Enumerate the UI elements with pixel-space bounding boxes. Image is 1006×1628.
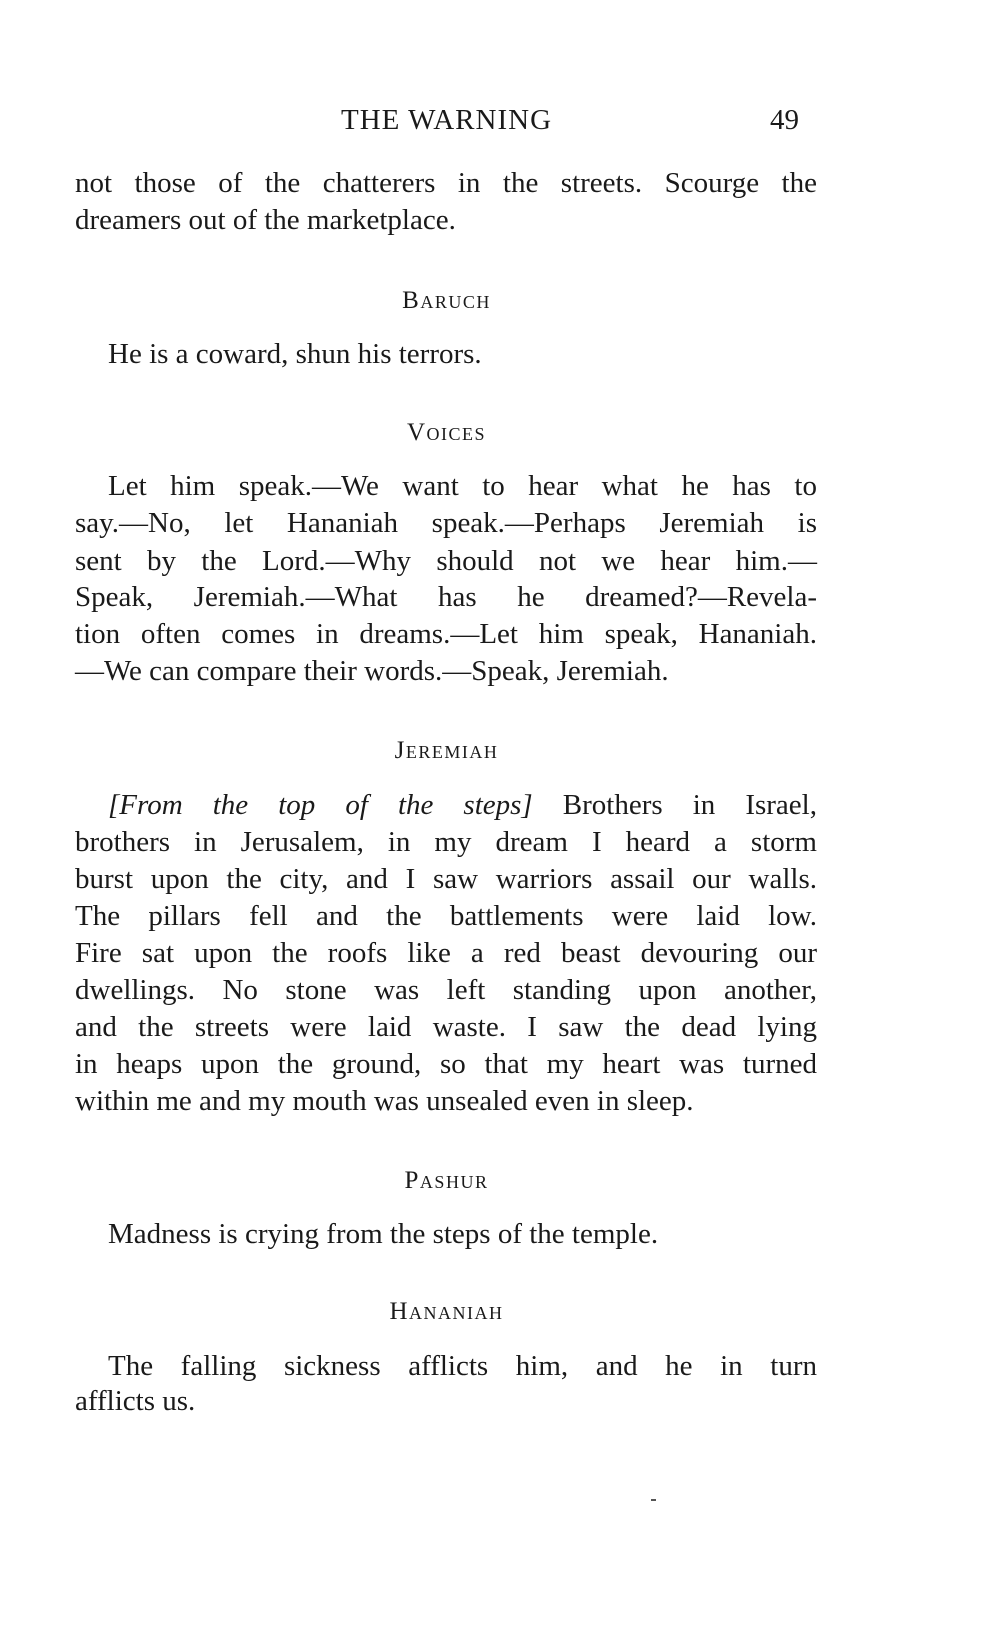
text-line: burst upon the city, and I saw warriors assail our walls. [75, 863, 817, 895]
text-line: dreamers out of the marketplace. [75, 204, 456, 236]
speaker-voices: Voices [406, 419, 487, 446]
speaker-pashur: Pashur [404, 1167, 489, 1194]
text-line: Fire sat upon the roofs like a red beast devouring our [75, 937, 817, 969]
running-header: THE WARNING [340, 104, 553, 136]
page-number: 49 [770, 104, 799, 136]
text-line: The falling sickness afflicts him, and he in turn [108, 1350, 817, 1382]
text-line: within me and my mouth was unsealed even in sleep. [75, 1085, 694, 1117]
text-line [108, 787, 817, 823]
text-line: not those of the chatterers in the streets. Scourge the [75, 167, 817, 199]
text-line: dwellings. No stone was left standing upon another, [75, 974, 817, 1006]
text-line: afflicts us. [75, 1385, 196, 1417]
stage-direction: [From the top of the steps] [108, 789, 533, 821]
speaker-hananiah: Hananiah [389, 1298, 504, 1325]
text-line: Speak, Jeremiah.—What has he dreamed?—Revela- [75, 581, 817, 613]
text-line: He is a coward, shun his terrors. [108, 338, 482, 370]
speaker-baruch: Baruch [402, 287, 491, 314]
text-line: tion often comes in dreams.—Let him speak, Hananiah. [75, 618, 817, 650]
text-line: The pillars fell and the battlements were laid low. [75, 900, 817, 932]
text-line: in heaps upon the ground, so that my heart was turned [75, 1048, 817, 1080]
speaker-jeremiah: Jeremiah [394, 737, 499, 764]
printer-mark [651, 1499, 656, 1501]
text-span: Brothers in Israel, [532, 789, 817, 821]
text-line: Madness is crying from the steps of the temple. [108, 1218, 659, 1250]
text-line: —We can compare their words.—Speak, Jeremiah. [75, 655, 669, 687]
text-line: brothers in Jerusalem, in my dream I heard a storm [75, 826, 817, 858]
text-line: Let him speak.—We want to hear what he has to [108, 470, 817, 502]
text-line: and the streets were laid waste. I saw the dead lying [75, 1011, 817, 1043]
text-line: sent by the Lord.—Why should not we hear him.— [75, 545, 817, 577]
text-line: say.—No, let Hananiah speak.—Perhaps Jeremiah is [75, 507, 817, 539]
